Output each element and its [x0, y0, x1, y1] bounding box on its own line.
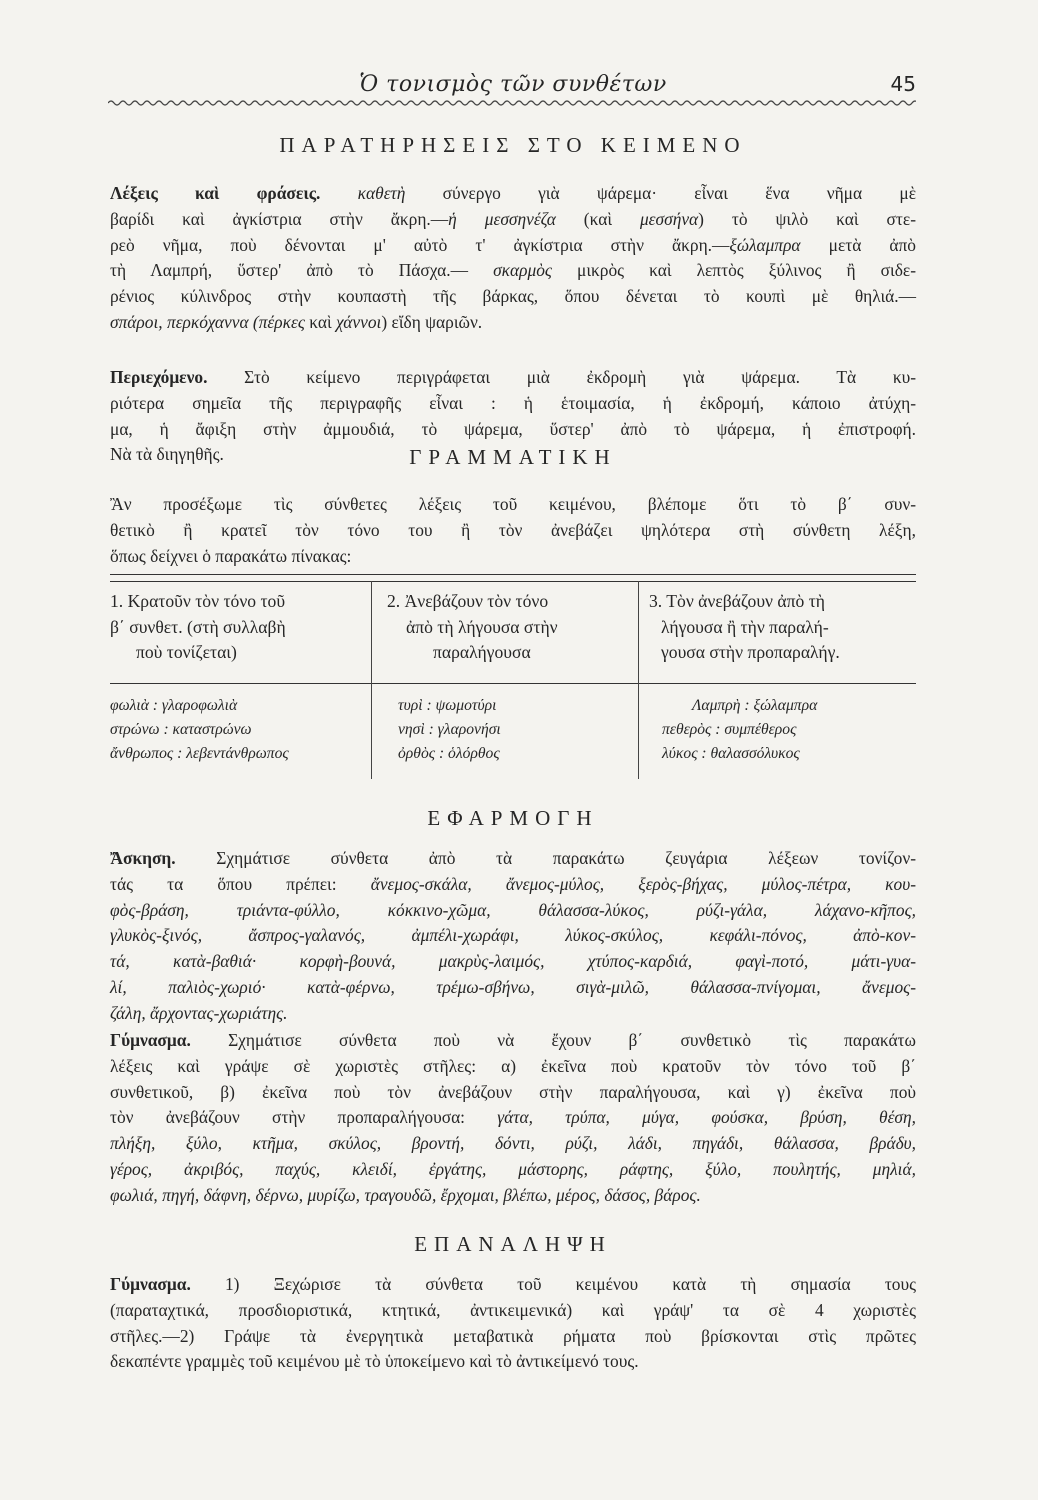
italic-term: φωλιά, πηγή, δάφνη, δέρνω, μυρίζω, τραγουδῶ, ἔρχομαι, βλέπω, μέρος, δάσος, βάρος. — [110, 1184, 701, 1205]
italic-term: γέρος, ἀκριβός, παχύς, κλειδί, ἐργάτης, μάστορης, ράφτης, ξύλο, πουλητής, μηλιά, — [110, 1158, 916, 1179]
italic-term: σκαρμὸς — [493, 260, 552, 281]
accent-table — [110, 574, 916, 779]
glossary-label: Λέξεις καὶ φράσεις. — [110, 183, 321, 203]
drill-line-6 — [110, 1157, 916, 1183]
text-run: συνθετικοῦ, β) ἐκεῖνα ποὺ τὸν ἀνεβάζουν στὴν παραλήγουσα, καὶ γ) ἐκεῖνα ποὺ — [110, 1081, 916, 1102]
glossary-paragraph — [110, 181, 916, 336]
table-column-divider-2 — [638, 581, 639, 779]
table-header-col-3: 3. Τὸν ἀνεβάζουν ἀπὸ τὴ λήγουσα ἢ τὴν παραλή- γουσα στὴν προπαραλήγ. — [649, 591, 840, 662]
drill-paragraph — [110, 1028, 916, 1209]
italic-term: ξώλαμπρα — [729, 234, 801, 255]
drill-line-1 — [110, 1028, 916, 1054]
glossary-line-2 — [110, 207, 916, 233]
observations-heading: ΠΑΡΑΤΗΡΗΣΕΙΣ ΣΤΟ ΚΕΙΜΕΝΟ — [279, 133, 747, 157]
exercise-line-5 — [110, 949, 916, 975]
exercise-line-2 — [110, 872, 916, 898]
glossary-line-1 — [110, 181, 916, 207]
text-run: ρένιος κύλινδρος στὴν κουπαστὴ τῆς βάρκας, ὅπου δένεται τὸ κουπὶ μὲ θηλιά.— — [110, 286, 916, 307]
text-run: μικρὸς καὶ λεπτὸς ξύλινος ἢ σιδε- — [551, 260, 916, 281]
text-run: τὸν ἀνεβάζουν στὴν προπαραλήγουσα: — [110, 1107, 498, 1128]
text-run: βαρίδι καὶ ἀγκίστρια στὴν ἄκρη.— — [110, 208, 449, 229]
glossary-line-3 — [110, 233, 916, 259]
text-run: λέξεις καὶ γράψε σὲ χωριστὲς στῆλες: α) ἐκεῖνα ποὺ κρατοῦν τὸν τόνο τοῦ β΄ — [110, 1055, 916, 1076]
glossary-line-6 — [110, 310, 916, 336]
content-line-2: ριότερα σημεῖα τῆς περιγραφῆς εἶναι : ἡ ἑτοιμασία, ἡ ἐκδρομή, κάποιο ἀτύχη- — [110, 392, 916, 413]
exercise-line-4 — [110, 923, 916, 949]
exercise-line-1 — [110, 846, 916, 872]
content-line-4: Νὰ τὰ διηγηθῆς. — [110, 444, 224, 465]
content-line-3: μα, ἡ ἄφιξη στὴν ἀμμουδιά, τὸ ψάρεμα, ὕστερ' ἀπὸ τὸ ψάρεμα, ἡ ἐπιστροφή. — [110, 418, 916, 439]
content-label: Περιεχόμενο. — [110, 367, 208, 387]
italic-term: ἄνεμος-σκάλα, ἄνεμος-μύλος, ξερὸς-βήχας, μύλος-πέτρα, κου- — [370, 873, 916, 894]
text-run: ) εἴδη ψαριῶν. — [381, 311, 483, 332]
italic-term: ζάλη, ἄρχοντας-χωριάτης. — [110, 1002, 288, 1023]
wavy-rule-ornament — [108, 96, 916, 110]
italic-term: σπάροι, περκόχαννα (πέρκες — [110, 311, 305, 332]
exercise-line-7 — [110, 1001, 916, 1027]
table-top-rule — [110, 574, 916, 575]
italic-term: λί, παλιὸς-χωριό· κατὰ-φέρνω, τρέμω-σβήνω, σιγὰ-μιλῶ, θάλασσα-πνίγομαι, ἄνεμος- — [110, 976, 916, 997]
review-line-2 — [110, 1298, 916, 1324]
glossary-line-4 — [110, 258, 916, 284]
table-column-divider-1 — [371, 581, 372, 779]
text-run: 1) Ξεχώρισε τὰ σύνθετα τοῦ κειμένου κατὰ τὴ σημασία τους — [190, 1274, 916, 1294]
italic-term: μεσσήνα — [639, 208, 699, 229]
italic-term: γλυκὸς-ξινός, ἄσπρος-γαλανός, ἀμπέλι-χωράφι, λύκος-σκύλος, κεφάλι-πόνος, ἀπὸ-κον- — [110, 925, 916, 946]
table-header-col-2: 2. Ἀνεβάζουν τὸν τόνο ἀπὸ τὴ λήγουσα στὴν παραλήγουσα — [387, 591, 558, 662]
italic-term: τά, κατὰ-βαθιά· κορφὴ-βουνά, μακρὺς-λαιμός, χτύπος-καρδιά, φαγὶ-ποτό, μάτι-γυα- — [110, 951, 916, 972]
text-run: μετὰ ἀπὸ — [800, 234, 916, 255]
content-line-1: Περιεχόμενο. Στὸ κείμενο περιγράφεται μιὰ ἐκδρομὴ γιὰ ψάρεμα. Τὰ κυ- — [110, 367, 916, 387]
text-run: τάς τα ὅπου πρέπει: — [110, 873, 371, 894]
exercise-line-3 — [110, 898, 916, 924]
exercise-line-6 — [110, 975, 916, 1001]
drill-line-4 — [110, 1105, 916, 1131]
review-line-3 — [110, 1324, 916, 1350]
italic-term: χάννοι — [336, 311, 382, 332]
italic-term: πλήξη, ξύλο, κτῆμα, σκύλος, βροντή, δόντι, ρύζι, λάδι, πηγάδι, θάλασσα, βράδυ, — [110, 1133, 916, 1154]
review-line-4 — [110, 1349, 916, 1375]
application-heading: ΕΦΑΡΜΟΓΗ — [427, 806, 599, 830]
review-line-1 — [110, 1272, 916, 1298]
review-heading: ΕΠΑΝΑΛΗΨΗ — [414, 1232, 612, 1256]
text-run: ) τὸ ψιλὸ καὶ στε- — [698, 208, 916, 229]
text-run: Σχημάτισε σύνθετα ἀπὸ τὰ παρακάτω ζευγάρια λέξεων τονίζον- — [175, 848, 916, 868]
italic-term: γάτα, τρύπα, μύγα, φούσκα, βρύση, θέση, — [497, 1107, 916, 1128]
text-run: ρεὸ νῆμα, ποὺ δένονται μ' αὐτὸ τ' ἀγκίστρια στὴν ἄκρη.— — [110, 234, 730, 255]
table-examples-col-1: φωλιὰ : γλαροφωλιὰ στρώνω : καταστρώνω ἄνθρωπος : λεβεντάνθρωπος — [110, 697, 289, 762]
text-run: δεκαπέντε γραμμὲς τοῦ κειμένου μὲ τὸ ὑποκείμενο καὶ τὸ ἀντικείμενό τους. — [110, 1351, 639, 1372]
grammar-line-3: ὅπως δείχνει ὁ παρακάτω πίνακας: — [110, 545, 352, 566]
text-run: (παραταχτικά, προσδιοριστικά, κτητικά, ἀντικειμενικά) καὶ γράψ' τα σὲ 4 χωριστὲς — [110, 1299, 916, 1320]
text-run: (καὶ — [555, 208, 640, 229]
exercise-paragraph — [110, 846, 916, 1027]
text-run: τὴ Λαμπρή, ὕστερ' ἀπὸ τὸ Πάσχα.— — [110, 260, 494, 281]
bold-label: Ἄσκηση. — [110, 848, 176, 868]
running-title: Ὁ τονισμὸς τῶν συνθέτων — [359, 72, 667, 97]
text-run: Σχημάτισε σύνθετα ποὺ νὰ ἔχουν β΄ συνθετικὸ τὶς παρακάτω — [190, 1030, 916, 1050]
bold-label: Γύμνασμα. — [110, 1274, 191, 1294]
grammar-heading: ΓΡΑΜΜΑΤΙΚΗ — [409, 445, 617, 469]
glossary-line-5 — [110, 284, 916, 310]
italic-term: ἡ μεσσηνέζα — [448, 208, 556, 229]
text-run: σύνεργο γιὰ ψάρεμα· εἶναι ἕνα νῆμα μὲ — [405, 183, 916, 203]
grammar-line-1: Ἂν προσέξωμε τὶς σύνθετες λέξεις τοῦ κειμένου, βλέπομε ὅτι τὸ β΄ συν- — [110, 494, 916, 514]
text-run: καὶ — [304, 311, 336, 332]
drill-line-5 — [110, 1131, 916, 1157]
table-header-rule — [110, 683, 916, 684]
grammar-paragraph — [110, 492, 916, 569]
bold-label: Γύμνασμα. — [110, 1030, 191, 1050]
drill-line-7 — [110, 1183, 916, 1209]
grammar-line-2: θετικὸ ἢ κρατεῖ τὸν τόνο του ἢ τὸν ἀνεβάζει ψηλότερα στὴ σύνθετη λέξη, — [110, 519, 916, 540]
review-paragraph — [110, 1272, 916, 1375]
drill-line-3 — [110, 1080, 916, 1106]
table-header-col-1: 1. Κρατοῦν τὸν τόνο τοῦ β΄ συνθετ. (στὴ συλλαβὴ ποὺ τονίζεται) — [110, 591, 286, 662]
table-examples-col-3: Λαμπρὴ : ξώλαμπρα πεθερὸς : συμπέθερος λύκος : θαλασσόλυκος — [662, 697, 818, 762]
table-top-rule-2 — [110, 581, 916, 582]
text-run: στῆλες.—2) Γράψε τὰ ἐνεργητικὰ μεταβατικὰ ρήματα ποὺ βρίσκονται στὶς πρῶτες — [110, 1325, 916, 1346]
table-examples-col-2: τυρὶ : ψωμοτύρι νησὶ : γλαρονήσι ὀρθὸς : ὁλόρθος — [398, 697, 501, 762]
page-number: 45 — [890, 72, 916, 96]
italic-term: φὸς-βράση, τριάντα-φύλλο, κόκκινο-χῶμα, θάλασσα-λύκος, ρύζι-γάλα, λάχανο-κῆπος, — [110, 899, 916, 920]
italic-term: καθετὴ — [357, 183, 406, 203]
drill-line-2 — [110, 1054, 916, 1080]
